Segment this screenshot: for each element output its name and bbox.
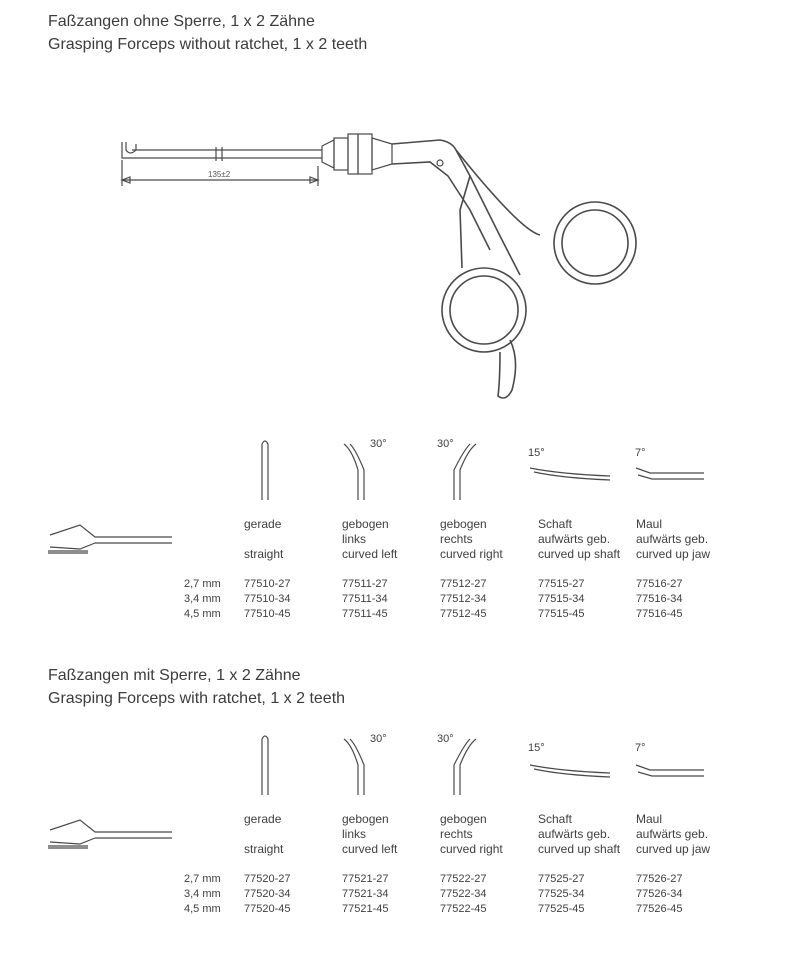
col-label-de: Maul xyxy=(636,517,663,531)
article-code: 77510-34 xyxy=(244,593,291,605)
tip-straight-icon xyxy=(262,736,268,795)
dimension-label: 135±2 xyxy=(208,170,231,179)
jaw-detail-icon xyxy=(40,810,180,860)
article-code: 77512-34 xyxy=(440,593,487,605)
article-code: 77526-34 xyxy=(636,888,683,900)
article-code: 77510-45 xyxy=(244,608,291,620)
col-label-en: curved left xyxy=(342,547,398,561)
col-label-de2: links xyxy=(342,532,367,546)
col-label-en: straight xyxy=(244,547,284,561)
article-code: 77525-27 xyxy=(538,873,585,885)
article-code: 77526-45 xyxy=(636,903,683,915)
angle-label: 30° xyxy=(437,733,454,745)
article-code: 77520-27 xyxy=(244,873,291,885)
col-label-de2: aufwärts geb. xyxy=(538,827,611,841)
article-code: 77511-27 xyxy=(342,578,388,590)
article-code: 77520-45 xyxy=(244,903,291,915)
size-label: 2,7 mm xyxy=(184,873,221,885)
tip-curved-right-icon xyxy=(454,444,476,500)
size-label: 3,4 mm xyxy=(184,888,221,900)
angle-label: 7° xyxy=(635,742,646,754)
angle-label: 30° xyxy=(370,733,387,745)
angle-label: 30° xyxy=(437,438,454,450)
article-code: 77521-45 xyxy=(342,903,389,915)
tip-curved-left-icon xyxy=(344,739,364,795)
col-label-en: curved right xyxy=(440,842,503,856)
col-label-en: curved up jaw xyxy=(636,842,711,856)
col-label-de: gebogen xyxy=(440,812,487,826)
col-label-de2: aufwärts geb. xyxy=(636,532,709,546)
article-code: 77515-45 xyxy=(538,608,585,620)
size-label: 2,7 mm xyxy=(184,578,221,590)
article-code: 77511-34 xyxy=(342,593,388,605)
col-label-en: curved up shaft xyxy=(538,547,621,561)
col-label-de: gebogen xyxy=(342,517,389,531)
col-label-de: gerade xyxy=(244,517,282,531)
col-label-de: gebogen xyxy=(342,812,389,826)
article-code: 77525-34 xyxy=(538,888,585,900)
tip-curved-jaw-icon xyxy=(636,765,704,776)
angle-label: 30° xyxy=(370,438,387,450)
article-code: 77520-34 xyxy=(244,888,291,900)
col-label-de: gebogen xyxy=(440,517,487,531)
article-code: 77511-45 xyxy=(342,608,388,620)
angle-label: 7° xyxy=(635,447,646,459)
tip-curved-right-icon xyxy=(454,739,476,795)
col-label-en: straight xyxy=(244,842,284,856)
article-code: 77521-27 xyxy=(342,873,389,885)
tip-straight-icon xyxy=(262,441,268,500)
col-label-en: curved up jaw xyxy=(636,547,711,561)
size-label: 3,4 mm xyxy=(184,593,221,605)
col-label-en: curved right xyxy=(440,547,503,561)
col-label-de2: rechts xyxy=(440,827,473,841)
angle-label: 15° xyxy=(528,447,545,459)
article-code: 77515-27 xyxy=(538,578,585,590)
col-label-de2: rechts xyxy=(440,532,473,546)
col-label-de2: aufwärts geb. xyxy=(538,532,611,546)
article-code: 77516-27 xyxy=(636,578,683,590)
article-code: 77516-45 xyxy=(636,608,683,620)
tip-curved-jaw-icon xyxy=(636,468,704,479)
article-code: 77516-34 xyxy=(636,593,683,605)
col-label-de2: aufwärts geb. xyxy=(636,827,709,841)
article-code: 77522-27 xyxy=(440,873,487,885)
jaw-detail-icon xyxy=(40,515,180,565)
tip-curved-shaft-icon xyxy=(530,765,610,777)
col-label-de: Schaft xyxy=(538,812,573,826)
col-label-de: Maul xyxy=(636,812,663,826)
article-code: 77521-34 xyxy=(342,888,389,900)
tip-icons-section1 xyxy=(0,430,787,520)
article-code: 77510-27 xyxy=(244,578,291,590)
section2-title-en: Grasping Forceps with ratchet, 1 x 2 teeth xyxy=(48,690,346,707)
tip-icons-section2 xyxy=(0,725,787,815)
size-label: 4,5 mm xyxy=(184,608,221,620)
article-code: 77512-27 xyxy=(440,578,487,590)
col-label-de: Schaft xyxy=(538,517,573,531)
section1-title-de: Faßzangen ohne Sperre, 1 x 2 Zähne xyxy=(48,13,315,30)
tip-curved-left-icon xyxy=(344,444,364,500)
article-code: 77525-45 xyxy=(538,903,585,915)
article-code: 77522-45 xyxy=(440,903,487,915)
tip-curved-shaft-icon xyxy=(530,468,610,480)
forceps-illustration xyxy=(0,0,787,420)
col-label-en: curved up shaft xyxy=(538,842,621,856)
col-label-en: curved left xyxy=(342,842,398,856)
article-code: 77512-45 xyxy=(440,608,487,620)
size-label: 4,5 mm xyxy=(184,903,221,915)
col-label-de: gerade xyxy=(244,812,282,826)
article-code: 77526-27 xyxy=(636,873,683,885)
section2-title-de: Faßzangen mit Sperre, 1 x 2 Zähne xyxy=(48,667,301,684)
section1-title-en: Grasping Forceps without ratchet, 1 x 2 teeth xyxy=(48,36,368,53)
col-label-de2: links xyxy=(342,827,367,841)
article-code: 77522-34 xyxy=(440,888,487,900)
angle-label: 15° xyxy=(528,742,545,754)
article-code: 77515-34 xyxy=(538,593,585,605)
